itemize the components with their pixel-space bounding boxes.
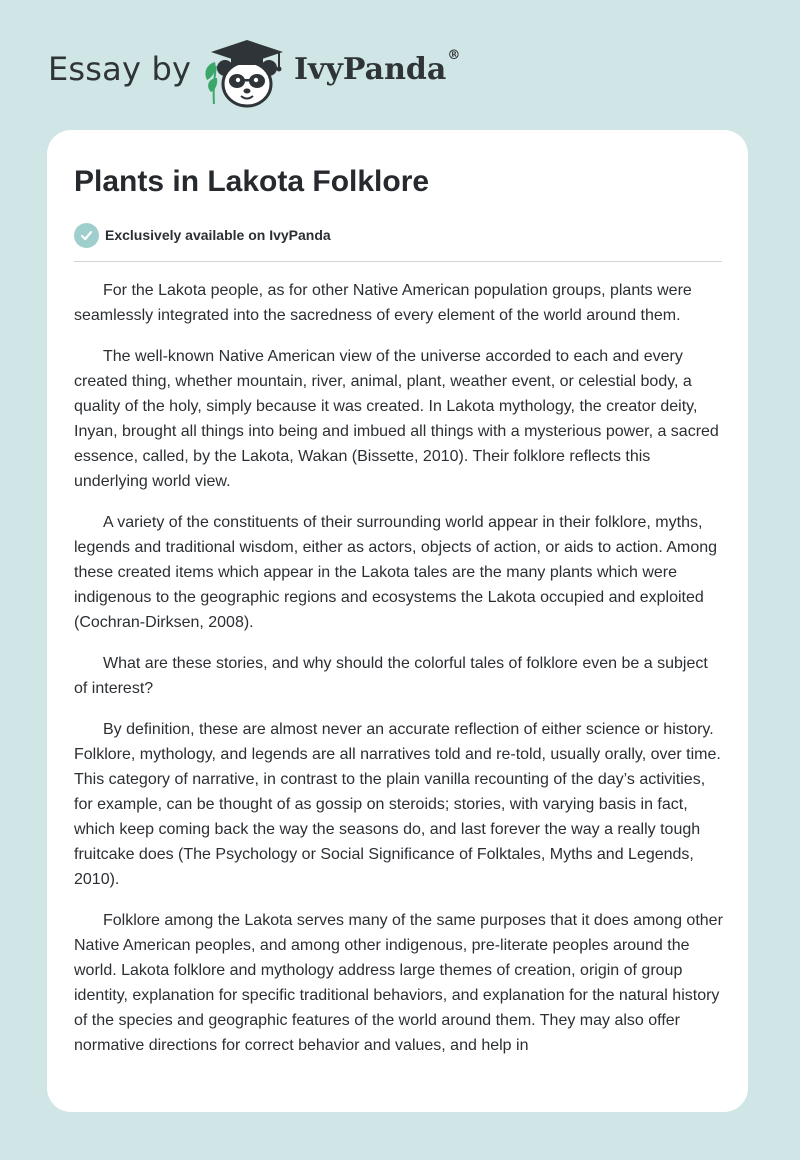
- paragraph: For the Lakota people, as for other Native American population groups, plants were seamlessly integrated into the sacredness of every element of the world around them.: [74, 282, 692, 324]
- registered-mark: ®: [447, 48, 461, 63]
- panda-graduate-logo-icon: [201, 34, 293, 110]
- paragraph: A variety of the constituents of their surrounding world appear in their folklore, myths, legends and traditional wisdom, either as actors, objects of action, or aids to action. Among these created items which appear in the Lakota tales are the many plants which were indigenous to the geographic regions and ecosystems the Lakota occupied and exploited (Cochran-Dirksen, 2008).: [74, 514, 718, 631]
- site-header: [48, 34, 508, 110]
- brand-name: IvyPanda®: [294, 48, 461, 87]
- page-title: Plants in Lakota Folklore: [74, 165, 430, 198]
- essay-card: [47, 130, 748, 1112]
- paragraph: By definition, these are almost never an accurate reflection of either science or history. Folklore, mythology, and legends are all narratives told and re-told, usually orally, over time. This category of narrative, in contrast to the plain vanilla recounting of the day’s activities, for example, can be thought of as gossip on steroids; stories, with varying basis in fact, which keep coming back the way the seasons do, and last forever the way a really tough fruitcake does (The Psychology or Social Significance of Folktales, Myths and Legends, 2010).: [74, 721, 721, 888]
- title-divider: [74, 261, 722, 262]
- leaf-icon: [205, 62, 217, 104]
- check-icon: [74, 223, 99, 248]
- paragraph: The well-known Native American view of the universe accorded to each and every created thing, whether mountain, river, animal, plant, weather event, or celestial body, a quality of the holy, simply because it was created. In Lakota mythology, the creator deity, Inyan, brought all things into being and imbued all things with a mysterious power, a sacred essence, called, by the Lakota, Wakan (Bissette, 2010). Their folklore reflects this underlying world view.: [74, 348, 719, 490]
- essay-body: [74, 278, 724, 1074]
- paragraph: Folklore among the Lakota serves many of the same purposes that it does among other Native American peoples, and among other indigenous, pre-literate peoples around the world. Lakota folklore and mythology address large themes of creation, origin of group identity, explanation for specific traditional behaviors, and explanation for the natural history of the species and geographic features of the world around them. They may also offer normative directions for correct behavior and values, and help in: [74, 912, 723, 1054]
- essay-by-label: Essay by: [48, 50, 192, 88]
- availability-text: Exclusively available on IvyPanda: [105, 227, 331, 243]
- paragraph: What are these stories, and why should the colorful tales of folklore even be a subject of interest?: [74, 655, 708, 697]
- availability-badge: [74, 222, 331, 248]
